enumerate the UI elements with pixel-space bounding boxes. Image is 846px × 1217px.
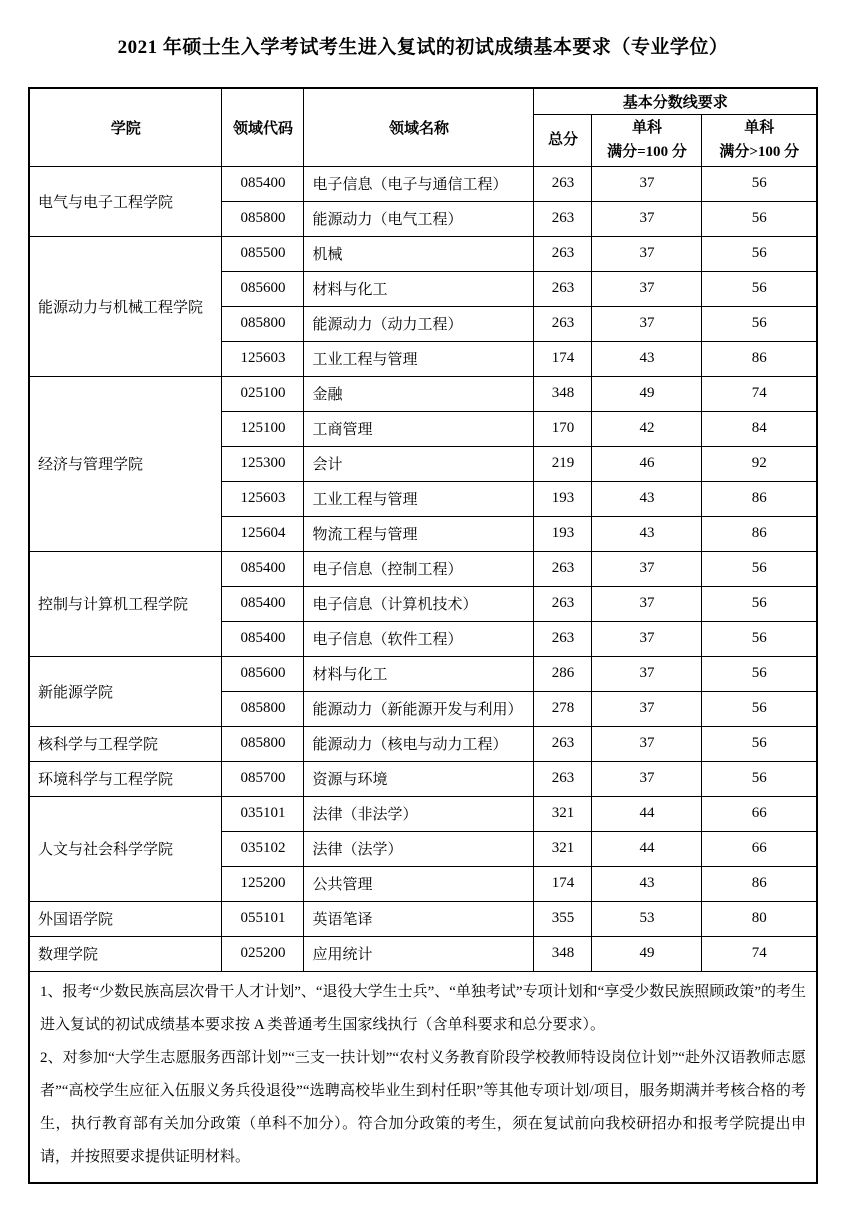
table-row xyxy=(29,901,817,936)
score-cell: 263 xyxy=(534,306,592,341)
score-cell: 348 xyxy=(534,936,592,971)
score-cell: 37 xyxy=(592,586,702,621)
field-cell: 电子信息（软件工程） xyxy=(304,621,534,656)
code-cell: 125603 xyxy=(222,481,304,516)
score-cell: 43 xyxy=(592,341,702,376)
score-cell: 219 xyxy=(534,446,592,481)
score-cell: 66 xyxy=(702,831,817,866)
score-cell: 37 xyxy=(592,166,702,201)
note-paragraph: 2、对参加“大学生志愿服务西部计划”“三支一扶计划”“农村义务教育阶段学校教师特设岗位计划”“赴外汉语教师志愿者”“高校学生应征入伍服义务兵役退役”“选聘高校毕业生到村任职”等其他专项计划/项目，服务期满并考核合格的考生，执行教育部有关加分政策（单科不加分）。符合加分政策的考生，须在复试前向我校研招办和报考学院提出申请，并按照要求提供证明材料。 xyxy=(39,1049,807,1165)
code-cell: 085800 xyxy=(222,201,304,236)
code-cell: 085600 xyxy=(222,271,304,306)
field-cell: 英语笔译 xyxy=(304,901,534,936)
score-cell: 193 xyxy=(534,481,592,516)
score-cell: 37 xyxy=(592,306,702,341)
score-cell: 348 xyxy=(534,376,592,411)
score-cell: 56 xyxy=(702,166,817,201)
single-subject-label: 单科 xyxy=(744,120,775,136)
field-cell: 工商管理 xyxy=(304,411,534,446)
college-cell: 经济与管理学院 xyxy=(29,376,222,551)
code-cell: 125200 xyxy=(222,866,304,901)
college-cell: 环境科学与工程学院 xyxy=(29,761,222,796)
field-cell: 法律（法学） xyxy=(304,831,534,866)
score-table-body xyxy=(29,166,817,1183)
score-cell: 263 xyxy=(534,621,592,656)
table-row xyxy=(29,166,817,201)
score-cell: 74 xyxy=(702,936,817,971)
field-cell: 公共管理 xyxy=(304,866,534,901)
score-cell: 56 xyxy=(702,761,817,796)
table-row xyxy=(29,656,817,691)
college-cell: 外国语学院 xyxy=(29,901,222,936)
table-row xyxy=(29,376,817,411)
field-cell: 金融 xyxy=(304,376,534,411)
field-cell: 电子信息（控制工程） xyxy=(304,551,534,586)
score-cell: 286 xyxy=(534,656,592,691)
score-cell: 37 xyxy=(592,236,702,271)
code-cell: 055101 xyxy=(222,901,304,936)
score-cell: 321 xyxy=(534,796,592,831)
code-cell: 125300 xyxy=(222,446,304,481)
field-cell: 电子信息（电子与通信工程） xyxy=(304,166,534,201)
header-total-score: 总分 xyxy=(534,114,592,166)
score-cell: 37 xyxy=(592,621,702,656)
full-score-gt100-label: 满分>100 分 xyxy=(719,144,800,160)
header-single-eq100 xyxy=(592,114,702,166)
score-cell: 56 xyxy=(702,551,817,586)
header-score-group: 基本分数线要求 xyxy=(534,88,817,114)
college-cell: 能源动力与机械工程学院 xyxy=(29,236,222,376)
score-cell: 56 xyxy=(702,236,817,271)
score-cell: 174 xyxy=(534,341,592,376)
score-cell: 321 xyxy=(534,831,592,866)
score-cell: 56 xyxy=(702,621,817,656)
field-cell: 会计 xyxy=(304,446,534,481)
header-row-1 xyxy=(29,88,817,114)
note-paragraph: 1、报考“少数民族高层次骨干人才计划”、“退役大学生士兵”、“单独考试”专项计划和“享受少数民族照顾政策”的考生进入复试的初试成绩基本要求按 A 类普通考生国家线执行（含单科要求和总分要求）。 xyxy=(39,983,807,1033)
score-cell: 43 xyxy=(592,866,702,901)
score-cell: 92 xyxy=(702,446,817,481)
score-cell: 263 xyxy=(534,761,592,796)
score-cell: 43 xyxy=(592,516,702,551)
score-cell: 37 xyxy=(592,201,702,236)
score-cell: 84 xyxy=(702,411,817,446)
college-cell: 电气与电子工程学院 xyxy=(29,166,222,236)
score-cell: 56 xyxy=(702,726,817,761)
code-cell: 085400 xyxy=(222,586,304,621)
field-cell: 物流工程与管理 xyxy=(304,516,534,551)
table-row xyxy=(29,236,817,271)
score-cell: 263 xyxy=(534,166,592,201)
score-cell: 355 xyxy=(534,901,592,936)
score-cell: 37 xyxy=(592,726,702,761)
field-cell: 材料与化工 xyxy=(304,656,534,691)
score-cell: 278 xyxy=(534,691,592,726)
score-cell: 46 xyxy=(592,446,702,481)
code-cell: 125604 xyxy=(222,516,304,551)
score-cell: 49 xyxy=(592,936,702,971)
score-cell: 44 xyxy=(592,831,702,866)
score-cell: 263 xyxy=(534,551,592,586)
notes-cell xyxy=(29,971,817,1183)
header-code: 领域代码 xyxy=(222,88,304,166)
table-row xyxy=(29,796,817,831)
code-cell: 085600 xyxy=(222,656,304,691)
code-cell: 025200 xyxy=(222,936,304,971)
score-cell: 66 xyxy=(702,796,817,831)
college-cell: 控制与计算机工程学院 xyxy=(29,551,222,656)
notes-row xyxy=(29,971,817,1183)
score-cell: 37 xyxy=(592,551,702,586)
table-row xyxy=(29,936,817,971)
score-cell: 56 xyxy=(702,306,817,341)
code-cell: 125100 xyxy=(222,411,304,446)
field-cell: 电子信息（计算机技术） xyxy=(304,586,534,621)
score-cell: 56 xyxy=(702,656,817,691)
code-cell: 085400 xyxy=(222,551,304,586)
field-cell: 法律（非法学） xyxy=(304,796,534,831)
score-cell: 174 xyxy=(534,866,592,901)
field-cell: 资源与环境 xyxy=(304,761,534,796)
code-cell: 085400 xyxy=(222,621,304,656)
score-cell: 263 xyxy=(534,586,592,621)
header-single-gt100 xyxy=(702,114,817,166)
code-cell: 085700 xyxy=(222,761,304,796)
college-cell: 核科学与工程学院 xyxy=(29,726,222,761)
score-cell: 86 xyxy=(702,481,817,516)
score-cell: 53 xyxy=(592,901,702,936)
score-cell: 193 xyxy=(534,516,592,551)
score-cell: 56 xyxy=(702,586,817,621)
score-cell: 56 xyxy=(702,271,817,306)
score-cell: 37 xyxy=(592,691,702,726)
score-cell: 37 xyxy=(592,656,702,691)
score-cell: 263 xyxy=(534,201,592,236)
college-cell: 数理学院 xyxy=(29,936,222,971)
field-cell: 能源动力（电气工程） xyxy=(304,201,534,236)
score-cell: 80 xyxy=(702,901,817,936)
score-cell: 74 xyxy=(702,376,817,411)
code-cell: 085800 xyxy=(222,691,304,726)
code-cell: 085800 xyxy=(222,306,304,341)
score-cell: 42 xyxy=(592,411,702,446)
field-cell: 工业工程与管理 xyxy=(304,341,534,376)
score-cell: 37 xyxy=(592,271,702,306)
score-cell: 86 xyxy=(702,866,817,901)
score-cell: 263 xyxy=(534,726,592,761)
score-cell: 263 xyxy=(534,271,592,306)
table-header xyxy=(29,88,817,166)
field-cell: 材料与化工 xyxy=(304,271,534,306)
college-cell: 人文与社会科学学院 xyxy=(29,796,222,901)
table-row xyxy=(29,761,817,796)
score-table xyxy=(28,87,818,1184)
code-cell: 035102 xyxy=(222,831,304,866)
field-cell: 机械 xyxy=(304,236,534,271)
header-field: 领域名称 xyxy=(304,88,534,166)
score-cell: 43 xyxy=(592,481,702,516)
code-cell: 085400 xyxy=(222,166,304,201)
code-cell: 085500 xyxy=(222,236,304,271)
table-row xyxy=(29,551,817,586)
score-cell: 86 xyxy=(702,341,817,376)
score-cell: 170 xyxy=(534,411,592,446)
score-cell: 44 xyxy=(592,796,702,831)
field-cell: 应用统计 xyxy=(304,936,534,971)
score-cell: 37 xyxy=(592,761,702,796)
field-cell: 能源动力（核电与动力工程） xyxy=(304,726,534,761)
code-cell: 025100 xyxy=(222,376,304,411)
code-cell: 035101 xyxy=(222,796,304,831)
score-cell: 56 xyxy=(702,201,817,236)
header-college: 学院 xyxy=(29,88,222,166)
score-cell: 56 xyxy=(702,691,817,726)
score-cell: 86 xyxy=(702,516,817,551)
college-cell: 新能源学院 xyxy=(29,656,222,726)
field-cell: 能源动力（动力工程） xyxy=(304,306,534,341)
field-cell: 工业工程与管理 xyxy=(304,481,534,516)
code-cell: 125603 xyxy=(222,341,304,376)
page-title: 2021 年硕士生入学考试考生进入复试的初试成绩基本要求（专业学位） xyxy=(117,37,729,58)
code-cell: 085800 xyxy=(222,726,304,761)
full-score-eq100-label: 满分=100 分 xyxy=(607,144,687,160)
field-cell: 能源动力（新能源开发与利用） xyxy=(304,691,534,726)
score-cell: 49 xyxy=(592,376,702,411)
score-cell: 263 xyxy=(534,236,592,271)
single-subject-label: 单科 xyxy=(631,120,662,136)
table-row xyxy=(29,726,817,761)
